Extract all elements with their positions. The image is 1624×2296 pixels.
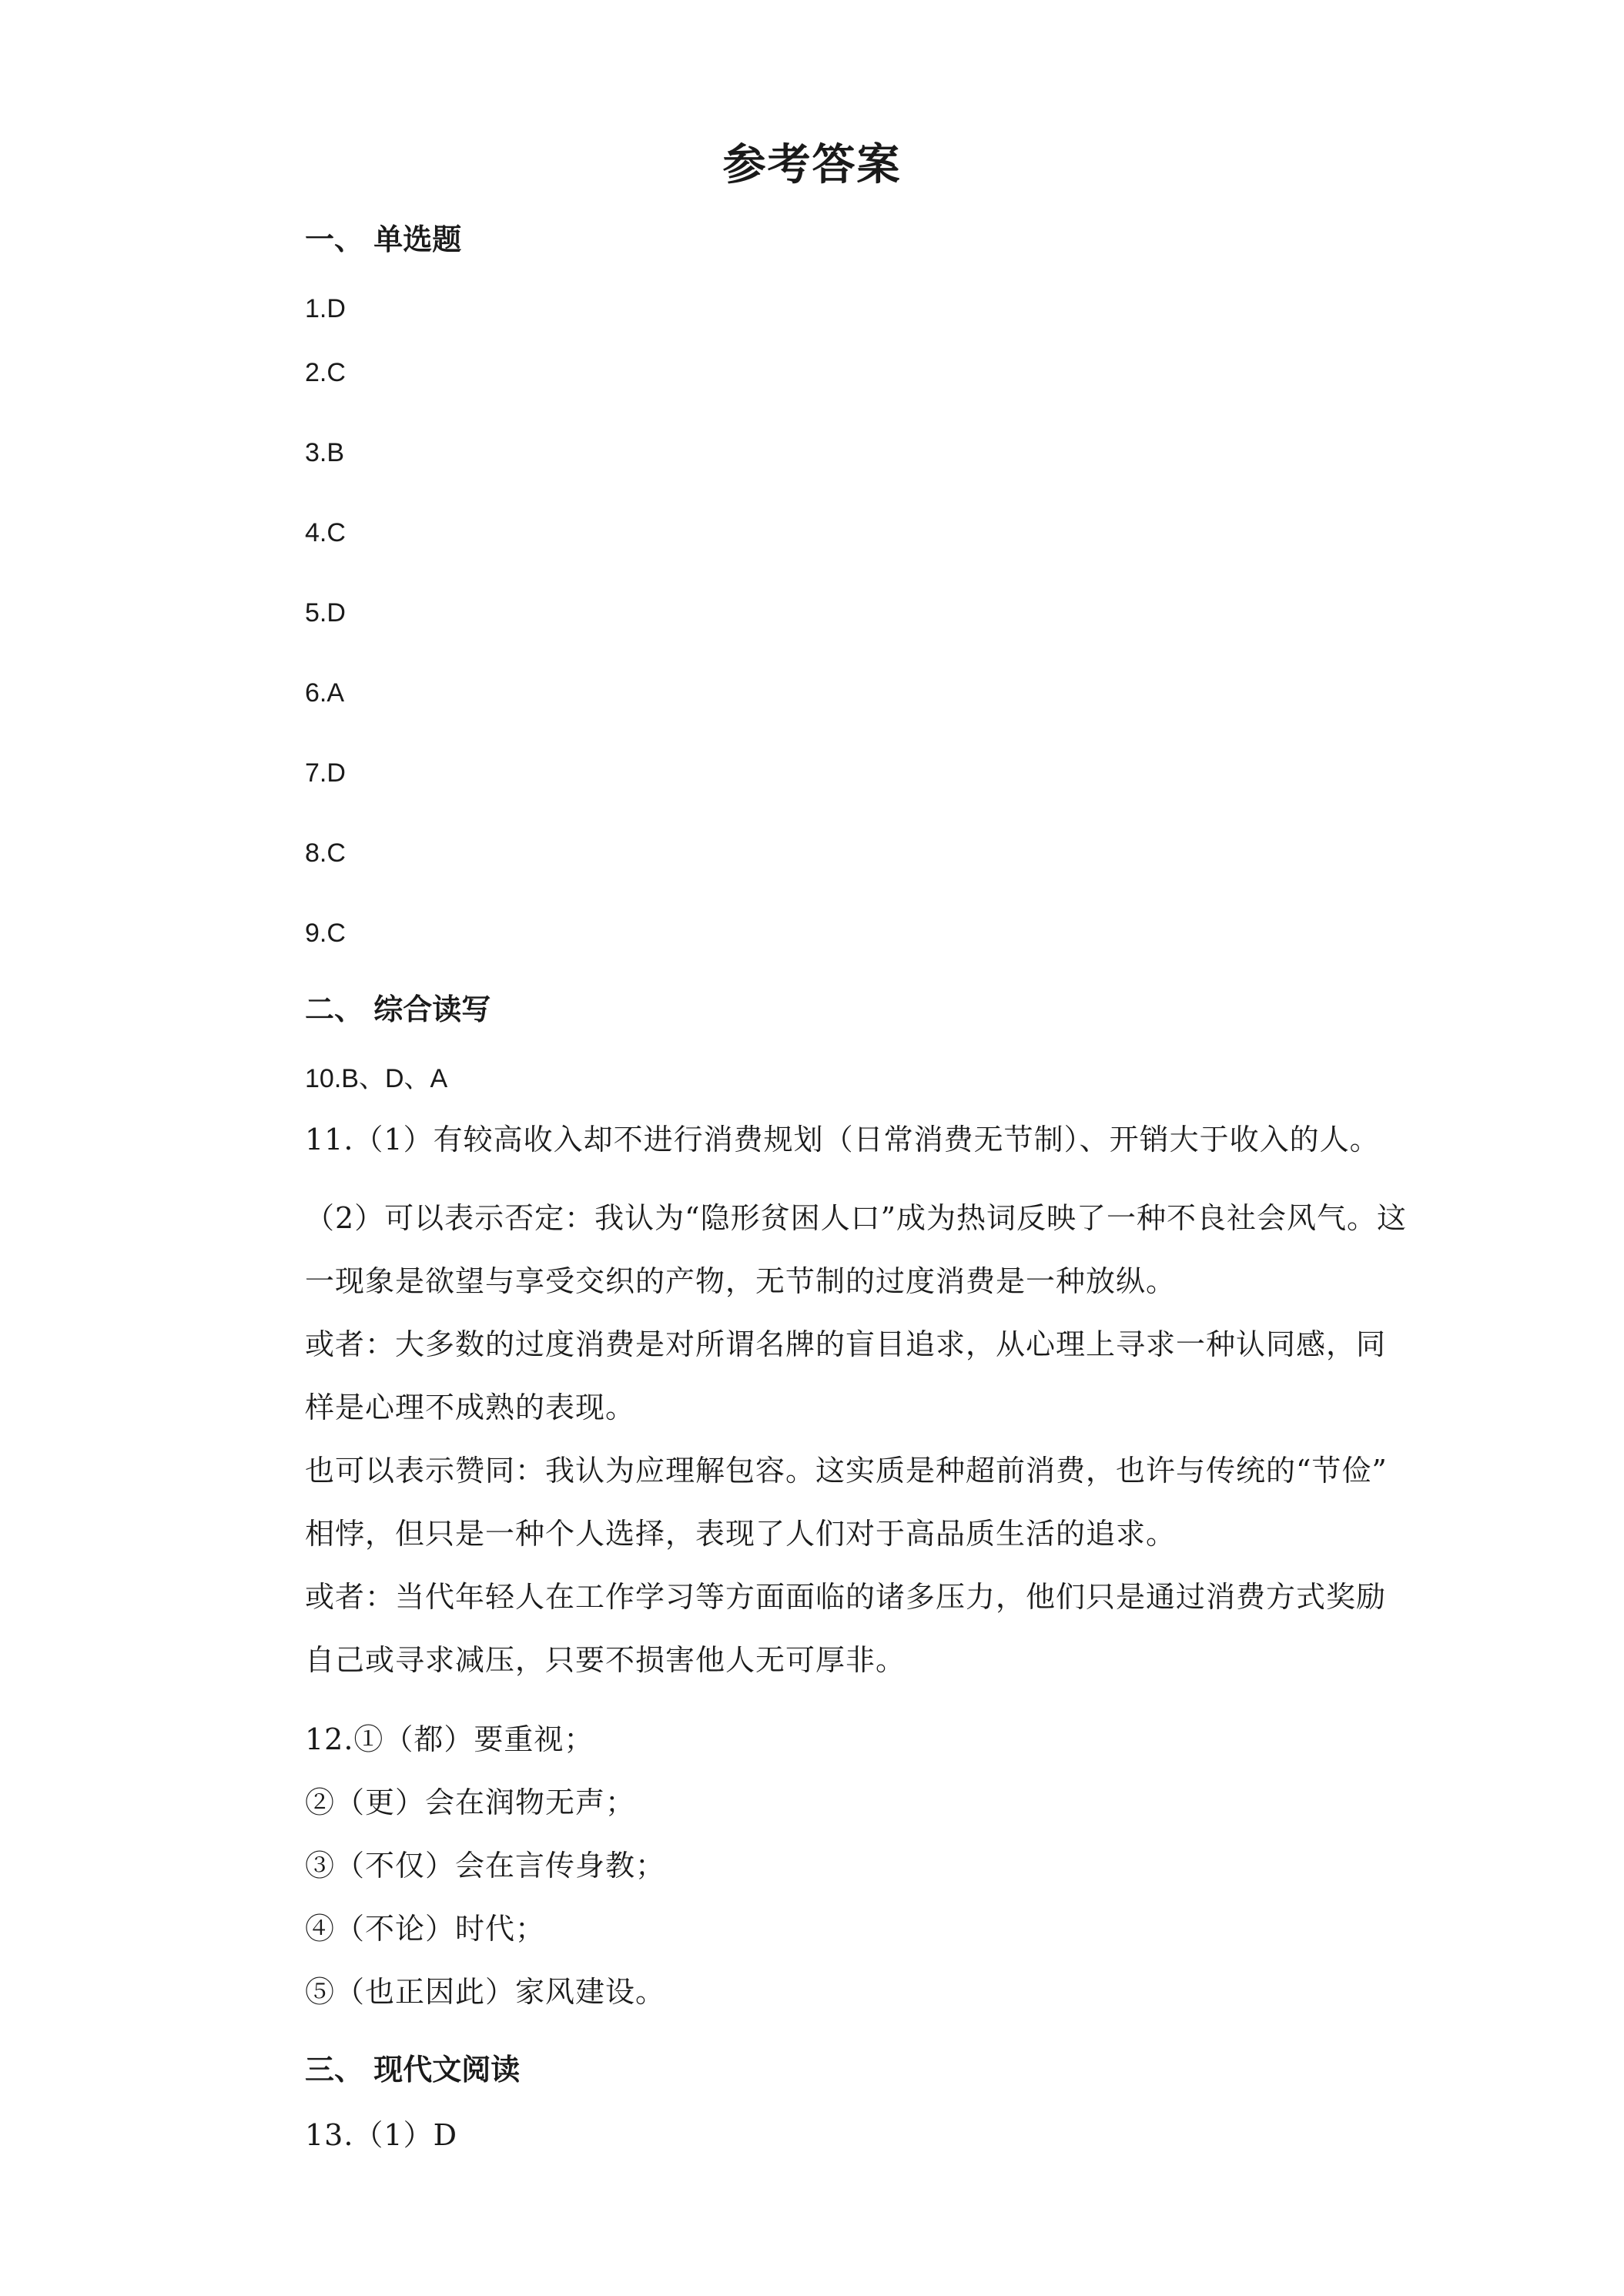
section-heading-reading-writing: 二、 综合读写 xyxy=(305,992,491,1026)
answer-q11-line: 或者：当代年轻人在工作学习等方面面临的诸多压力，他们只是通过消费方式奖励 xyxy=(305,1580,1387,1614)
answer-q12-line: ④（不论）时代； xyxy=(305,1912,546,1946)
answer-item-q13: 13.（1）D xyxy=(305,2118,458,2152)
answer-q11-line: 相悖，但只是一种个人选择，表现了人们对于高品质生活的追求。 xyxy=(305,1517,1177,1551)
answer-q11-line: （2）可以表示否定：我认为“隐形贫困人口”成为热词反映了一种不良社会风气。这 xyxy=(305,1201,1408,1235)
answer-item: 5.D xyxy=(305,598,346,628)
section-heading-modern-reading: 三、 现代文阅读 xyxy=(305,2053,521,2087)
answer-item: 3.B xyxy=(305,438,345,467)
answer-q11-line: 或者：大多数的过度消费是对所谓名牌的盲目追求，从心理上寻求一种认同感，同 xyxy=(305,1327,1387,1361)
answer-q12-line: 12.①（都）要重视； xyxy=(305,1722,594,1756)
answer-item-q10: 10.B、D、A xyxy=(305,1064,448,1093)
answer-item: 4.C xyxy=(305,518,346,547)
answer-q11-part1: 11.（1）有较高收入却不进行消费规划（日常消费无节制）、开销大于收入的人。 xyxy=(305,1123,1380,1156)
answer-q11-line: 一现象是欲望与享受交织的产物，无节制的过度消费是一种放纵。 xyxy=(305,1264,1177,1298)
page-title: 参考答案 xyxy=(722,139,902,190)
answer-q11-line: 自己或寻求减压，只要不损害他人无可厚非。 xyxy=(305,1643,906,1677)
answer-item: 9.C xyxy=(305,919,346,948)
section-heading-single-choice: 一、 单选题 xyxy=(305,223,462,256)
answer-q12-line: ⑤（也正因此）家风建设。 xyxy=(305,1975,666,2009)
answer-q12-line: ②（更）会在润物无声； xyxy=(305,1786,636,1819)
answer-item: 1.D xyxy=(305,294,346,323)
answer-item: 8.C xyxy=(305,838,346,868)
answer-q11-line: 样是心理不成熟的表现。 xyxy=(305,1391,636,1424)
answer-item: 7.D xyxy=(305,758,346,788)
answer-q11-line: 也可以表示赞同：我认为应理解包容。这实质是种超前消费，也许与传统的“节俭” xyxy=(305,1454,1388,1488)
answer-item: 6.A xyxy=(305,678,345,708)
answer-item: 2.C xyxy=(305,358,346,387)
answer-q12-line: ③（不仅）会在言传身教； xyxy=(305,1849,666,1883)
